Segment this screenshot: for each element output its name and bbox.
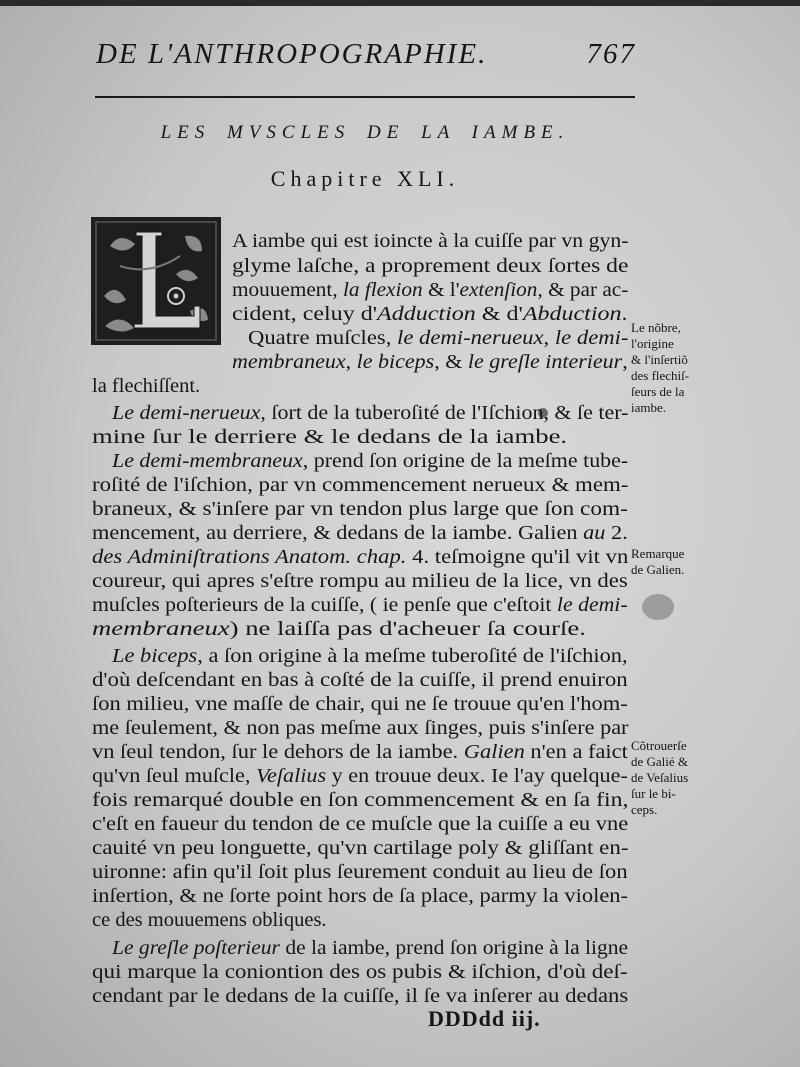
header-title: DE L'ANTHROPOGRAPHIE. xyxy=(96,38,488,70)
text-line xyxy=(92,692,628,716)
text-segment: me ſeulement, & non pas meſme aux ſinges, puis s'inſere par xyxy=(92,717,629,739)
text-line xyxy=(92,374,200,398)
text-segment: , xyxy=(543,327,555,349)
sidenote-line: iambe. xyxy=(631,400,667,415)
text-line xyxy=(92,984,628,1008)
book-page xyxy=(0,6,800,1067)
text-segment: qui marque la coniontion des os pubis & iſchion, d'où deſ- xyxy=(92,961,628,983)
text-line xyxy=(232,254,628,278)
text-segment: coureur, qui apres s'eſtre rompu au milieu de la lice, vn des xyxy=(92,570,628,592)
text-line xyxy=(92,740,628,764)
text-segment: cauité vn peu longuette, qu'vn cartilage poly & gliſſant en- xyxy=(92,837,629,859)
text-segment: mouuement, xyxy=(232,279,343,301)
text-segment: , a ſon origine à la meſme tuberoſité de l'iſchion, xyxy=(197,645,628,667)
text-line xyxy=(92,668,628,692)
page-number: 767 xyxy=(586,38,636,70)
text-line xyxy=(92,716,628,740)
italic-text: le demi- xyxy=(556,594,628,616)
ornamental-initial-l-icon xyxy=(90,216,222,346)
text-line xyxy=(112,936,628,960)
text-segment: A iambe qui est ioincte à la cuiſſe par vn gyn- xyxy=(232,230,629,252)
text-line xyxy=(92,836,629,860)
sidenote xyxy=(631,320,791,416)
italic-text: Le greſle poſterieur xyxy=(112,937,280,959)
italic-text: membraneux xyxy=(232,351,346,373)
text-line xyxy=(92,960,628,984)
sidenote xyxy=(631,546,791,578)
text-line xyxy=(92,812,628,836)
text-segment: c'eſt en faueur du tendon de ce muſcle que la cuiſſe a eu vne xyxy=(92,813,629,835)
text-line xyxy=(92,908,327,932)
text-segment: & d' xyxy=(475,303,523,325)
text-line xyxy=(112,401,628,425)
text-segment: muſcles poſterieurs de la cuiſſe, ( ie penſe que c'eſtoit xyxy=(92,594,557,616)
sidenote-line: ceps. xyxy=(631,802,658,817)
italic-text: le demi-nerueux xyxy=(397,327,544,349)
signature-mark: DDDdd iij. xyxy=(428,1006,541,1031)
text-line xyxy=(92,788,628,812)
ink-stain xyxy=(642,594,674,620)
italic-text: le demi- xyxy=(554,327,629,349)
text-line xyxy=(232,229,628,253)
sidenote-line: Le nõbre, xyxy=(631,320,681,335)
sidenote-line: l'origine xyxy=(631,336,674,351)
text-line xyxy=(92,569,628,593)
italic-text: Veſalius xyxy=(255,765,327,787)
text-line xyxy=(92,593,628,617)
italic-text: membraneux xyxy=(92,618,230,640)
sidenote-line: Remarque xyxy=(631,546,685,561)
text-segment: , prend ſon origine de la meſme tube- xyxy=(302,450,629,472)
text-segment: uironne: afin qu'il ſoit plus ſeurement conduit au lieu de ſon xyxy=(92,861,628,883)
text-segment: . xyxy=(621,303,628,325)
text-line xyxy=(248,326,628,350)
sidenote-line: ſur le bi- xyxy=(631,786,676,801)
text-line xyxy=(232,350,628,374)
italic-text: Abduction xyxy=(522,303,622,325)
text-segment: cendant par le dedans de la cuiſſe, il ſe va inſerer au dedans xyxy=(92,985,629,1007)
text-line xyxy=(232,302,628,326)
text-segment: ) ne laiſſa pas d'acheuer ſa courſe. xyxy=(229,618,586,640)
text-line xyxy=(92,497,628,521)
text-segment: d'où deſcendant en bas à coſté de la cuiſſe, il prend enuiron xyxy=(92,669,628,691)
italic-text: Le demi-membraneux xyxy=(112,450,303,472)
text-segment: , xyxy=(622,351,628,373)
italic-text: la flexion xyxy=(342,279,423,301)
text-line xyxy=(92,617,586,641)
text-segment: , & xyxy=(434,351,468,373)
text-line xyxy=(92,860,628,884)
text-segment: , ſort de la tuberoſité de l'Iſchion, & ſe ter- xyxy=(260,402,629,424)
sidenote xyxy=(631,738,791,818)
text-segment: Quatre muſcles, xyxy=(248,327,398,349)
sidenote-line: de Galié & xyxy=(631,754,689,769)
text-line xyxy=(92,764,628,788)
text-segment: n'en a faict xyxy=(524,741,628,763)
text-segment: y en trouue deux. Ie l'ay quelque- xyxy=(326,765,628,787)
text-segment: 2. xyxy=(605,522,628,544)
italic-text: des Adminiſtrations Anatom. chap. xyxy=(92,546,407,568)
text-segment: ſon milieu, vne maſſe de chair, qui ne ſe trouue qu'en l'hom- xyxy=(92,693,628,715)
text-line xyxy=(112,449,628,473)
sidenote-line: de Veſalius xyxy=(631,770,689,785)
sidenote-line: des flechiſ- xyxy=(631,368,690,383)
italic-text: au xyxy=(583,522,606,544)
header-rule xyxy=(95,96,635,98)
text-segment: vn ſeul tendon, ſur le dehors de la iambe. xyxy=(92,741,464,763)
text-segment: & l' xyxy=(422,279,460,301)
text-segment: la flechiſſent. xyxy=(92,375,201,397)
text-segment: mine ſur le derriere & le dedans de la iambe. xyxy=(92,426,568,448)
italic-text: le biceps xyxy=(356,351,435,373)
text-segment: , & par ac- xyxy=(537,279,629,301)
text-segment: fois remarqué double en ſon commencement & en ſa fin, xyxy=(92,789,629,811)
text-line xyxy=(112,644,628,668)
chapter-heading: Chapitre XLI. xyxy=(270,166,460,191)
section-title: LES MVSCLES DE LA IAMBE. xyxy=(160,122,570,143)
sidenote-line: Cõtrouerſe xyxy=(631,738,687,753)
italic-text: Le biceps xyxy=(112,645,198,667)
sidenote-line: de Galien. xyxy=(631,562,685,577)
text-line xyxy=(92,884,628,908)
italic-text: Galien xyxy=(463,741,525,763)
text-segment: roſité de l'iſchion, par vn commencement nerueux & mem- xyxy=(92,474,629,496)
text-segment: , xyxy=(345,351,357,373)
running-header xyxy=(96,38,636,78)
text-segment: mencement, au derriere, & dedans de la iambe. Galien xyxy=(92,522,584,544)
text-segment: qu'vn ſeul muſcle, xyxy=(92,765,256,787)
text-segment: de la iambe, prend ſon origine à la ligne xyxy=(279,937,629,959)
text-segment: glyme laſche, a proprement deux ſortes de xyxy=(232,255,629,277)
text-segment: cident, celuy d' xyxy=(232,303,378,325)
text-segment: ce des mouuemens obliques. xyxy=(92,909,327,931)
text-line xyxy=(92,521,628,545)
sidenote-line: & l'inſertiõ xyxy=(631,352,688,367)
sidenote-line: ſeurs de la xyxy=(631,384,685,399)
text-segment: inſertion, & ne ſorte point hors de ſa place, parmy la violen- xyxy=(92,885,629,907)
text-segment: braneux, & s'inſere par vn tendon plus large que ſon com- xyxy=(92,498,628,520)
italic-text: Le demi-nerueux xyxy=(112,402,261,424)
text-line xyxy=(92,473,628,497)
italic-text: Adduction xyxy=(377,303,476,325)
italic-text: extenſion xyxy=(459,279,538,301)
text-line xyxy=(92,425,567,449)
italic-text: le greſle interieur xyxy=(467,351,623,373)
text-segment: 4. teſmoigne qu'il vit vn xyxy=(406,546,629,568)
text-line xyxy=(92,545,628,569)
text-line xyxy=(232,278,628,302)
